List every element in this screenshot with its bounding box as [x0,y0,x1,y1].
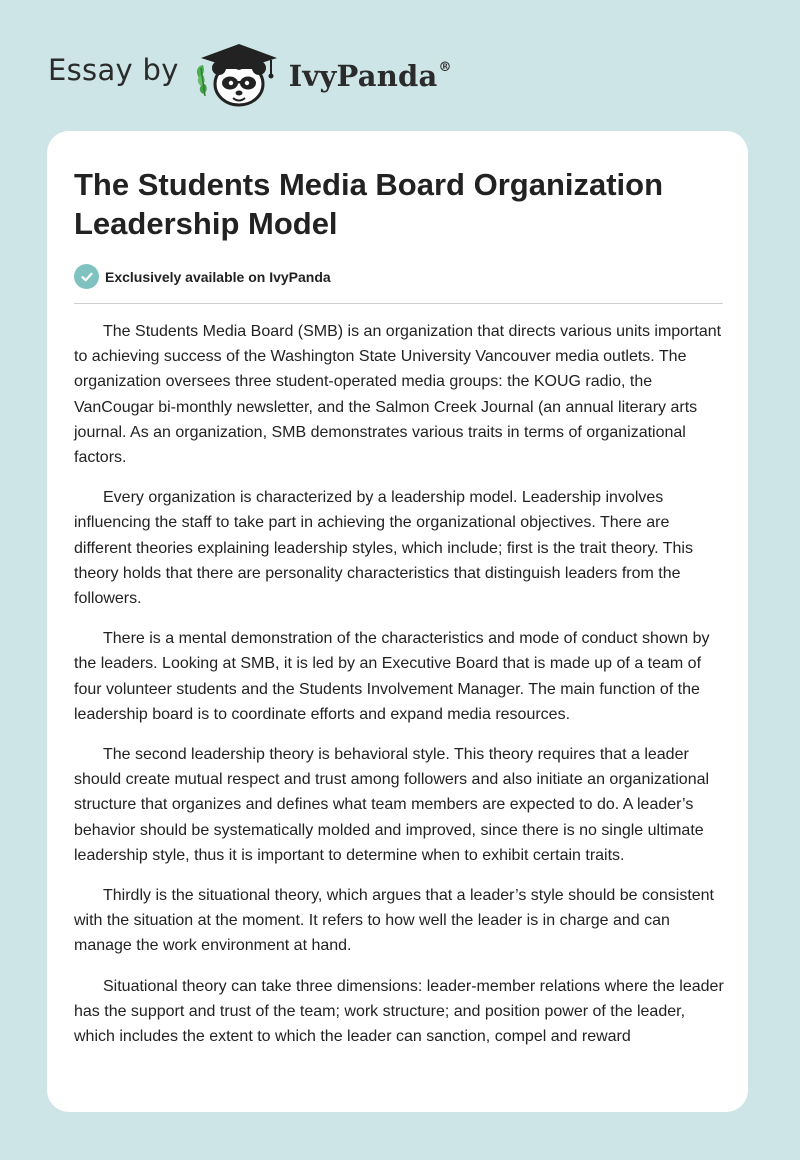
essay-paragraph: The Students Media Board (SMB) is an organization that directs various units important to achieving success of the Washington State University Vancouver media outlets. The organization oversees three student-operated media groups: the KOUG radio, the VanCougar bi-monthly newsletter, and the Salmon Creek Journal (an annual literary arts journal. As an organization, SMB demonstrates various traits in terms of organizational factors. [74,323,722,467]
site-header [48,38,452,108]
registered-mark: ® [438,60,452,76]
essay-card [47,131,748,1112]
essay-paragraph: Every organization is characterized by a leadership model. Leadership involves influencing the staff to take part in achieving the organizational objectives. There are different theories explaining leadership styles, which include; first is the trait theory. This theory holds that there are personality characteristics that distinguish leaders from the followers. [74,489,693,608]
essay-title: The Students Media Board Organization Leadership Model [74,167,664,241]
essay-body [74,319,724,1064]
brand-name-text: IvyPanda [288,59,438,93]
panda-graduate-icon[interactable] [193,38,285,108]
essay-paragraph: Thirdly is the situational theory, which argues that a leader’s style should be consistent with the situation at the moment. It refers to how well the leader is in charge and can manage the work environment at hand. [74,887,714,955]
check-circle-icon [74,264,99,289]
essay-paragraph: Situational theory can take three dimensions: leader-member relations where the leader has the support and trust of the team; work structure; and position power of the leader, which includes the extent to which the leader can sanction, compel and reward [74,977,724,1046]
essay-by-label: Essay by [48,53,179,87]
essay-paragraph: There is a mental demonstration of the characteristics and mode of conduct shown by the leaders. Looking at SMB, it is led by an Executive Board that is made up of a team of four volunteer students and the Students Involvement Manager. The main function of the leadership board is to coordinate efforts and expand media resources. [74,630,710,723]
exclusive-badge [74,264,331,289]
brand-name[interactable] [289,59,452,93]
title-divider [74,303,723,304]
exclusive-badge-label: Exclusively available on IvyPanda [105,268,331,285]
essay-paragraph: The second leadership theory is behavioral style. This theory requires that a leader should create mutual respect and trust among followers and also initiate an organizational structure that organizes and defines what team members are expected to do. A leader’s behavior should be systematically molded and improved, since there is no single ultimate leadership style, thus it is important to determine when to exhibit certain traits. [74,746,710,864]
